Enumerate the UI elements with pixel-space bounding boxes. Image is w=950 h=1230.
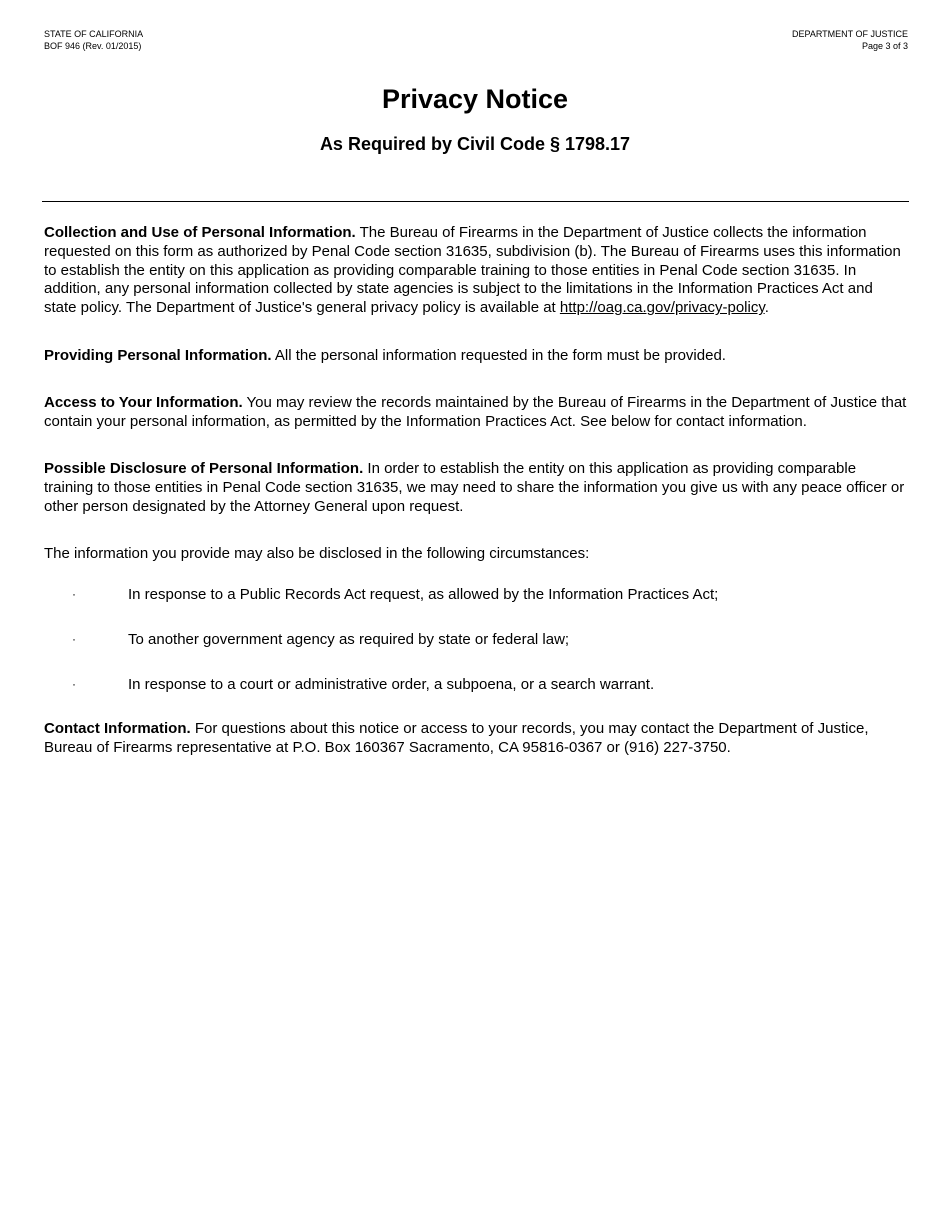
header-divider — [42, 201, 909, 202]
providing-text: All the personal information requested in the form must be provided. — [271, 346, 726, 364]
form-id: BOF 946 (Rev. 01/2015) — [44, 41, 142, 51]
form-header-left — [44, 28, 143, 52]
contact-section — [44, 720, 908, 758]
privacy-policy-link[interactable]: http://oag.ca.gov/privacy-policy — [559, 299, 765, 317]
bullet-marker: · — [72, 586, 76, 601]
access-section — [44, 394, 908, 432]
bullet-marker: · — [72, 631, 76, 646]
circumstances-intro: The information you provide may also be disclosed in the following circumstances: — [44, 545, 590, 563]
department-label: DEPARTMENT OF JUSTICE — [791, 29, 908, 39]
bullet-marker: · — [72, 676, 76, 691]
providing-section — [44, 347, 908, 366]
collection-text: The Bureau of Firearms in the Department of Justice collects the information requested on this form as authorized by Penal Code section 31635, subdivision (b). The Bureau of Firearms uses this information to establish the entity on this application as providing comparable training to those entities in Penal Code section 31635. In addition, any personal information collected by state agencies is subject to the limitations in the Information Practices Act and state policy. The Department of Justice's general privacy policy is available at — [44, 224, 901, 317]
disclosure-heading: Possible Disclosure of Personal Information. — [44, 460, 364, 478]
disclosure-text: In order to establish the entity on this application as providing comparable training to those entities in Penal Code section 31635, we may need to share the information you give us with any peace officer or other person designated by the Attorney General upon request. — [44, 460, 905, 515]
access-text: You may review the records maintained by the Bureau of Firearms in the Department of Justice that contain your personal information, as permitted by the Information Practices Act. See below for contact information. — [44, 393, 907, 430]
collection-heading: Collection and Use of Personal Information. — [44, 224, 356, 241]
circumstances-list — [44, 586, 908, 695]
access-heading: Access to Your Information. — [44, 393, 243, 411]
disclosure-section — [44, 460, 908, 516]
state-label: STATE OF CALIFORNIA — [44, 29, 144, 39]
list-item-text: In response to a court or administrative order, a subpoena, or a search warrant. — [128, 675, 655, 693]
list-item-text: In response to a Public Records Act request, as allowed by the Information Practices Act; — [128, 585, 719, 603]
collection-section — [44, 224, 908, 318]
page-number: Page 3 of 3 — [861, 41, 908, 51]
collection-tail: . — [764, 299, 769, 317]
notice-body — [44, 224, 908, 787]
list-item — [44, 676, 908, 695]
providing-heading: Providing Personal Information. — [44, 346, 272, 364]
contact-text: For questions about this notice or access to your records, you may contact the Department of Justice, Bureau of Firearms representative at P.O. Box 160367 Sacramento, CA 95816-0367 or (916) 227-3750. — [44, 720, 869, 757]
page-title: Privacy Notice — [381, 84, 569, 114]
list-item — [44, 631, 908, 650]
page-subtitle: As Required by Civil Code § 1798.17 — [319, 134, 631, 154]
form-header-right — [792, 28, 908, 52]
list-item — [44, 586, 908, 605]
list-item-text: To another government agency as required by state or federal law; — [128, 630, 570, 648]
contact-heading: Contact Information. — [44, 720, 191, 738]
